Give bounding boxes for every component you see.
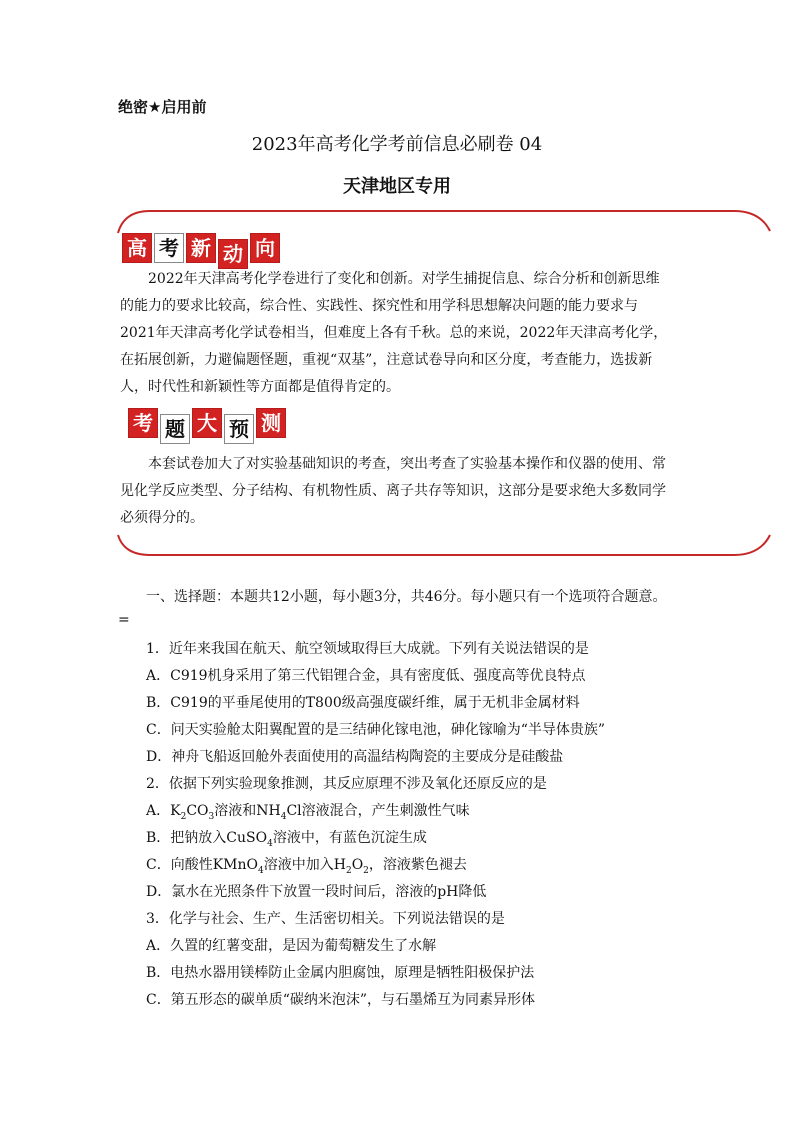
option: C．向酸性KMnO$_4$溶液中加入$H_2O_2$，溶液紫色褪去 [146,857,467,876]
question-stem: 1．近年来我国在航天、航空领域取得巨大成就。下列有关说法错误的是 [146,641,589,657]
badge-char: 题 [160,414,190,444]
separator-mark: = [118,612,130,628]
exam-title: 2023年高考化学考前信息必刷卷 04 [251,134,543,155]
option: C．第五形态的碳单质“碳纳米泡沫”，与石墨烯互为同素异形体 [146,992,536,1008]
badge-char: 大 [192,408,222,438]
option: A．久置的红薯变甜，是因为葡萄糖发生了水解 [146,938,437,954]
option: B．电热水器用镁棒防止金属内胆腐蚀，原理是牺牲阳极保护法 [146,965,535,981]
exam-subtitle: 天津地区专用 [343,176,451,197]
option: A．$K_2CO_3$溶液和$NH_4Cl$溶液混合，产生刺激性气味 [146,803,470,822]
option: B．C919的平垂尾使用的T800级高强度碳纤维，属于无机非金属材料 [146,695,580,711]
badge-char: 向 [250,233,280,263]
confidential-mark: 绝密★启用前 [118,98,207,116]
badge-char: 预 [224,414,254,444]
option: D．氯水在光照条件下放置一段时间后，溶液的pH降低 [146,884,487,900]
section-heading: 一、选择题：本题共12小题，每小题3分，共46分。每小题只有一个选项符合题意。 [146,589,667,605]
badge-char: 新 [186,233,216,263]
option: C．问天实验舱太阳翼配置的是三结砷化镓电池，砷化镓喻为“半导体贵族” [146,722,606,738]
badge-char: 测 [256,408,286,438]
prediction-badges [128,408,288,444]
badge-char: 高 [122,233,152,263]
badge-char: 考 [154,233,184,263]
question-stem: 3．化学与社会、生产、生活密切相关。下列说法错误的是 [146,911,505,927]
question-list [146,636,605,1014]
badge-char: 动 [218,239,248,269]
badge-char: 考 [128,408,158,438]
prediction-paragraph: 本套试卷加大了对实验基础知识的考查，突出考查了实验基本操作和仪器的使用、常见化学反应类型、分子结构、有机物性质、离子共存等知识，这部分是要求绝大多数同学必须得分的。 [120,456,666,526]
option: D．神舟飞船返回舱外表面使用的高温结构陶瓷的主要成分是硅酸盐 [146,749,564,765]
trends-paragraph: 2022年天津高考化学卷进行了变化和创新。对学生捕捉信息、综合分析和创新思维的能力的要求比较高，综合性、实践性、探究性和用学科思想解决问题的能力要求与2021年天津高考化学试卷相当，但难度上各有千秋。总的来说，2022年天津高考化学，在拓展创新，力避偏题怪题，重视“双基”，注意试卷导向和区分度，考查能力，选拔新人，时代性和新颖性等方面都是值得肯定的。 [120,271,668,395]
option: A．C919机身采用了第三代铝锂合金，具有密度低、强度高等优良特点 [146,668,586,684]
question-stem: 2．依据下列实验现象推测，其反应原理不涉及氧化还原反应的是 [146,776,547,792]
option: B．把钠放入CuSO$_4$溶液中，有蓝色沉淀生成 [146,830,427,849]
trends-badges [122,233,282,269]
